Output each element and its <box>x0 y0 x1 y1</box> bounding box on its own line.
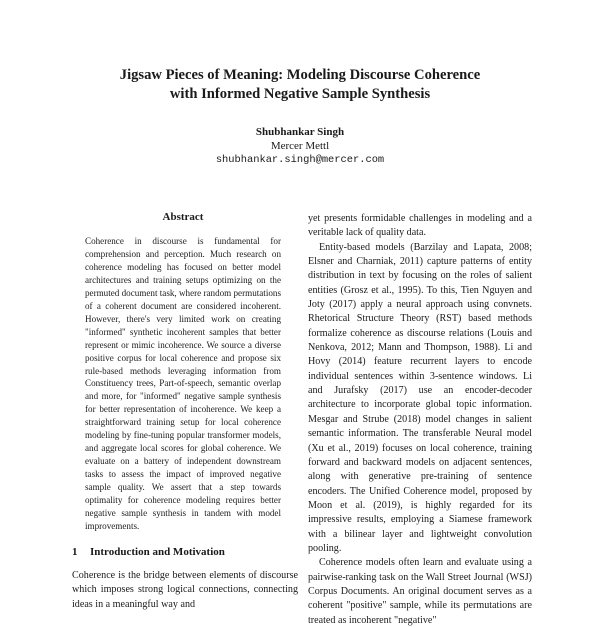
author-block <box>0 125 600 167</box>
author-email: shubhankar.singh@mercer.com <box>215 154 385 166</box>
author-affiliation: Mercer Mettl <box>270 140 330 152</box>
introduction-body <box>72 569 298 612</box>
right-paragraph-1: yet presents formidable challenges in modeling and a veritable lack of quality data. <box>308 213 532 239</box>
section-number: 1 <box>72 546 78 558</box>
right-paragraph-2: Entity-based models (Barzilay and Lapata, 2008; Elsner and Charniak, 2011) capture patterns of entity distribution in text by focusing on the roles of salient entities (Grosz et al., 1995). To this, Tien Nguyen and Joty (2017) apply a neural approach using convnets. Rhetorical Structure Theory (RST) based methods formalize coherence as discourse relations (Louis and Nenkova, 2012; Mann and Thompson, 1988). Li and Hovy (2014) feature recurrent layers to encode individual sentences within 3-sentence windows. Li and Jurafsky (2017) use an encoder-decoder architecture to incorporate global topic information. Mesgar and Strube (2018) model changes in salient semantic information. The transferable Neural model (Xu et al., 2019) focuses on local coherence, training forward and backward models on adjacent sentences, along with generative pre-training of sentence encoders. The Unified Coherence model, proposed by Moon et al. (2019), is highly regarded for its impressive results, employing a Siamese framework with a bilinear layer and lightweight convolution pooling. <box>308 241 532 554</box>
right-column <box>308 212 532 628</box>
author-name: Shubhankar Singh <box>255 126 345 138</box>
title-line-2: with Informed Negative Sample Synthesis <box>169 86 431 102</box>
abstract-body <box>85 235 281 533</box>
title-line-1: Jigsaw Pieces of Meaning: Modeling Discourse Coherence <box>119 67 481 83</box>
abstract-text: Coherence in discourse is fundamental for comprehension and perception. Much research on coherence modeling has focused on better model architectures and training setups optimizing on the permuted document task, where random permutations of a coherent document are considered incoherent. However, there's very limited work on creating "informed" synthetic incoherent samples that better represent or mimic incoherence. We source a diverse positive corpus for local coherence and propose six rule-based methods leveraging information from Constituency trees, Part-of-speech, semantic overlap and more, for "informed" negative sample synthesis for better representation of incoherence. We keep a straightforward training setup for local coherence modeling by fine-tuning popular transformer models, and aggregate local scores for global coherence. We evaluate on a battery of independent downstream tasks to assess the impact of improved negative sample quality. We assert that a step towards optimality for coherence modeling requires better negative sample synthesis in tandem with model improvements. <box>85 236 281 531</box>
right-paragraph-3: Coherence models often learn and evaluate using a pairwise-ranking task on the Wall Street Journal (WSJ) Corpus Documents. An original document serves as a coherent "positive" sample, while its permutations are treated as incoherent "negative" <box>308 557 532 626</box>
introduction-paragraph: Coherence is the bridge between elements of discourse which imposes strong logical connections, connecting ideas in a meaningful way and <box>72 570 298 610</box>
section-title: Introduction and Motivation <box>90 546 225 558</box>
section-heading <box>72 546 300 558</box>
paper-title <box>0 66 600 104</box>
abstract-heading: Abstract <box>162 211 204 223</box>
